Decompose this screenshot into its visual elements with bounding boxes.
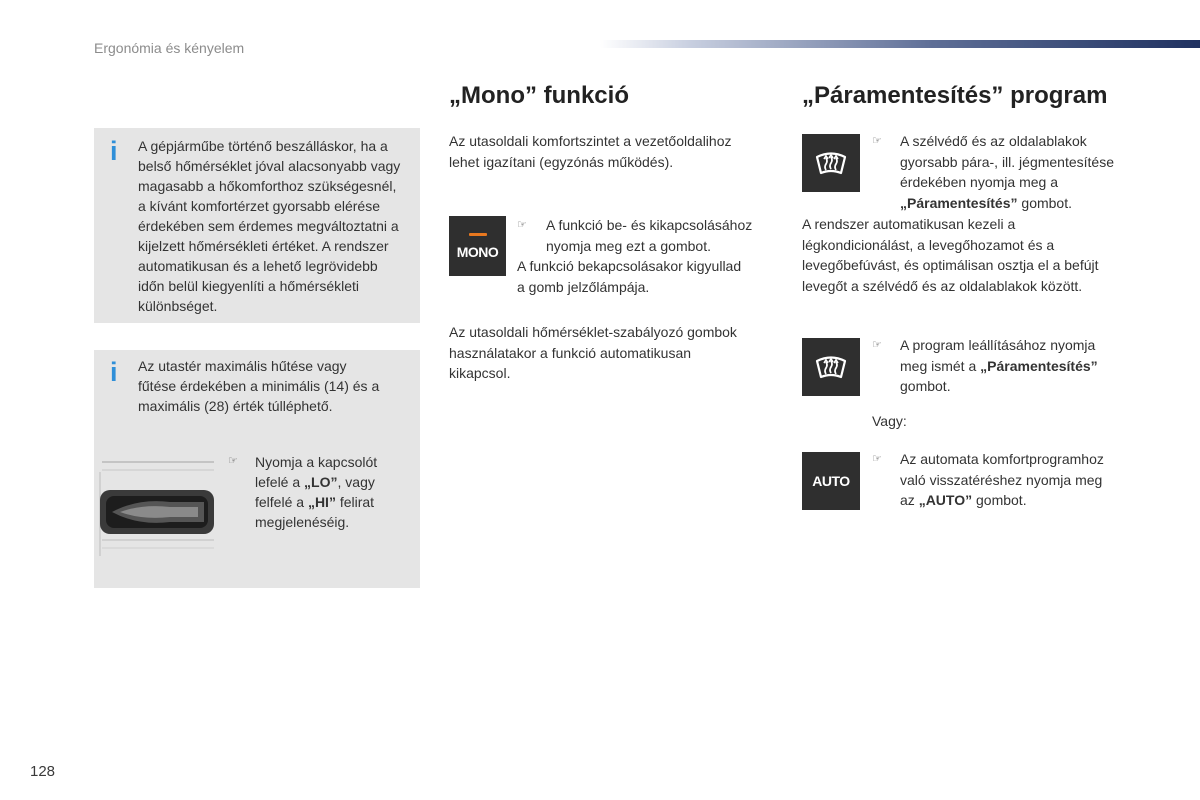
text-line: használatakor a funkció automatikusan (449, 344, 692, 361)
bullet-icon: ☞ (872, 339, 882, 351)
mono-button-icon (449, 216, 506, 276)
text-line: „Páramentesítés” gombot. (900, 194, 1072, 211)
instruction-line: lefelé a „LO”, vagy (255, 474, 375, 490)
info-icon: i (110, 136, 118, 166)
mono-indicator-led (469, 233, 487, 236)
defog-title: „Páramentesítés” program (802, 82, 1108, 109)
bullet-icon: ☞ (517, 219, 527, 231)
text-line: Az utasoldali hőmérséklet-szabályozó gombok (449, 324, 737, 340)
windshield-defrost-icon (814, 352, 848, 382)
info-text (138, 136, 418, 316)
text-line: való visszatéréshez nyomja meg (900, 471, 1103, 488)
info-line: kijelzett hőmérsékleti értéket. A rendszer (138, 238, 389, 254)
mono-step (546, 215, 786, 256)
text-line: Az automata komfortprogramhoz (900, 451, 1104, 467)
info-line: belső hőmérséklet jóval alacsonyabb vagy (138, 158, 401, 174)
info-line: időn belül kiegyenlíti a hőmérsékleti (138, 278, 360, 294)
info-line: maximális (28) érték túlléphető. (138, 398, 333, 414)
header-bar (600, 40, 1200, 48)
info-icon: i (110, 357, 118, 387)
defog-step2 (900, 335, 1140, 397)
bullet-icon: ☞ (872, 135, 882, 147)
page-number: 128 (30, 763, 56, 780)
instruction-line: felfelé a „HI” felirat (255, 494, 375, 510)
mono-button-label: MONO (456, 243, 499, 260)
text-line: gombot. (900, 378, 951, 394)
info-text (138, 356, 418, 416)
info-line: A gépjárműbe történő beszálláskor, ha a (138, 138, 388, 154)
section-title: Ergonómia és kényelem (94, 40, 245, 56)
info-line: automatikusan és a lehető legrövidebb (138, 258, 378, 274)
text-line: A szélvédő és az oldalablakok (900, 133, 1087, 149)
windshield-defrost-button-icon (802, 338, 860, 396)
temperature-switch-illustration (98, 448, 218, 558)
text-line: az „AUTO” gombot. (900, 492, 1027, 508)
instruction-line: megjelenéséig. (255, 514, 350, 530)
text-line: A rendszer automatikusan kezeli a (802, 216, 1016, 232)
text-line: meg ismét a „Páramentesítés” (900, 357, 1098, 374)
bullet-icon: ☞ (872, 453, 882, 465)
text-line: levegőt a szélvédő és az oldalablakok között. (802, 277, 1083, 294)
text-line: gyorsabb pára-, ill. jégmentesítése (900, 153, 1114, 170)
info-line: fűtése érdekében a minimális (14) és a (138, 378, 380, 394)
text-line: lehet igazítani (egyzónás működés). (449, 153, 674, 170)
info-line: a kívánt komfortérzet gyorsabb elérése (138, 198, 381, 214)
mono-outro (449, 322, 789, 384)
switch-instruction (255, 452, 415, 532)
text-line: érdekében nyomja meg a (900, 174, 1058, 190)
info-line: Az utastér maximális hűtése vagy (138, 358, 347, 374)
text-line: kikapcsol. (449, 365, 511, 381)
windshield-defrost-button-icon (802, 134, 860, 192)
text-line: a gomb jelzőlámpája. (517, 278, 650, 295)
info-line: magasabb a hőkomforthoz szükségesnél, (138, 178, 397, 194)
text-line: Az utasoldali komfortszintet a vezetőoldalihoz (449, 133, 732, 149)
text-line: A funkció be- és kikapcsolásához (546, 217, 753, 233)
defog-description (802, 214, 1142, 296)
instruction-line: Nyomja a kapcsolót (255, 454, 378, 470)
or-text: Vagy: (872, 413, 907, 429)
mono-intro (449, 131, 779, 172)
auto-button-label: AUTO (812, 473, 850, 489)
info-line: érdekében sem érdemes megváltoztatni a (138, 218, 399, 234)
text-line: A funkció bekapcsolásakor kigyullad (517, 258, 742, 274)
auto-button-icon (802, 452, 860, 510)
bullet-icon: ☞ (228, 455, 238, 467)
windshield-defrost-icon (814, 148, 848, 178)
defog-step3 (900, 449, 1150, 511)
defog-step1 (900, 131, 1140, 213)
text-line: nyomja meg ezt a gombot. (546, 237, 711, 254)
mono-step-note (517, 256, 787, 297)
text-line: levegőbefúvást, és optimálisan osztja el a befújt (802, 257, 1099, 273)
text-line: A program leállításához nyomja (900, 337, 1096, 353)
info-line: különbséget. (138, 298, 218, 314)
mono-title: „Mono” funkció (449, 82, 629, 109)
text-line: légkondicionálást, a levegőhozamot és a (802, 236, 1055, 253)
